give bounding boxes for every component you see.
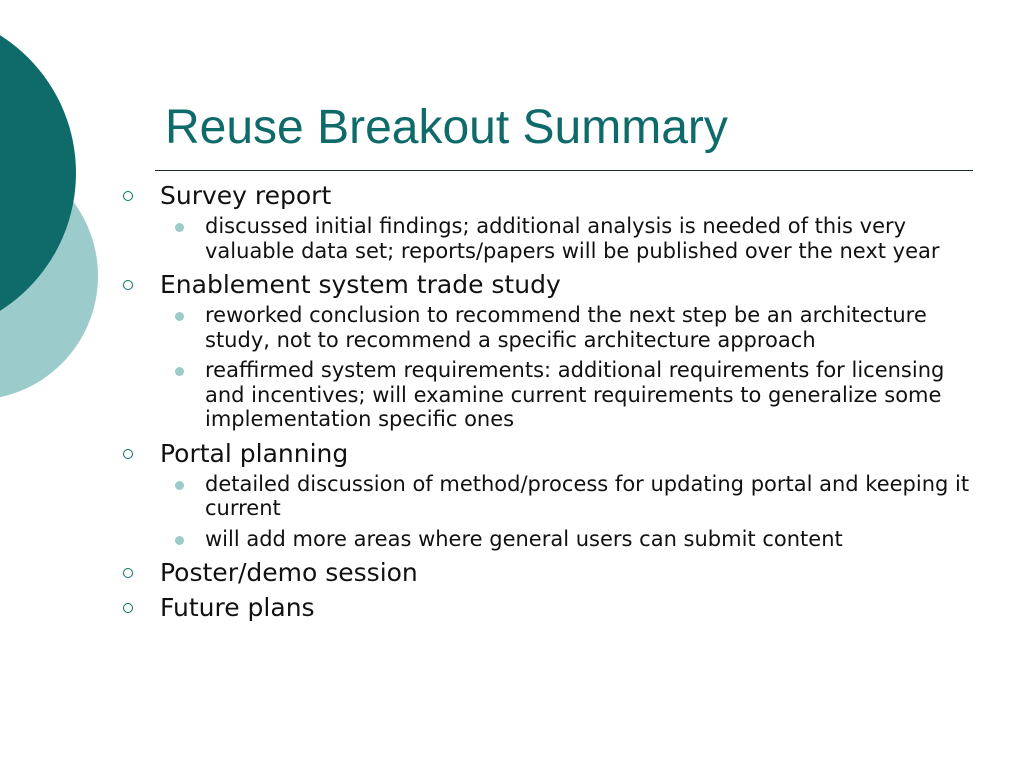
- sub-bullet-text: discussed initial findings; additional analysis is needed of this very valuable data set; reports/papers will be published over the next year: [205, 214, 940, 263]
- filled-circle-icon: [175, 536, 184, 545]
- sub-bullet-item: [118, 527, 998, 552]
- sub-bullet-item: [118, 358, 998, 432]
- bullet-item-survey-report: [118, 180, 998, 212]
- sub-bullet-item: [118, 303, 998, 352]
- bullet-item-future-plans: [118, 592, 998, 624]
- sub-bullet-item: [118, 472, 998, 521]
- sub-bullet-list: [118, 303, 998, 432]
- bullet-item-enablement-trade-study: [118, 269, 998, 301]
- bullet-label: Enablement system trade study: [160, 270, 561, 299]
- hollow-circle-icon: [123, 280, 133, 290]
- hollow-circle-icon: [123, 603, 133, 613]
- filled-circle-icon: [175, 481, 184, 490]
- bullet-label: Poster/demo session: [160, 558, 418, 587]
- bullet-item-poster-demo-session: [118, 557, 998, 589]
- hollow-circle-icon: [123, 191, 133, 201]
- sub-bullet-text: reworked conclusion to recommend the next step be an architecture study, not to recommend a specific architecture approach: [205, 303, 927, 352]
- filled-circle-icon: [175, 367, 184, 376]
- sub-bullet-text: reaffirmed system requirements: additional requirements for licensing and incentives; will examine current requirements to generalize some implementation specific ones: [205, 358, 945, 431]
- hollow-circle-icon: [123, 568, 133, 578]
- sub-bullet-text: detailed discussion of method/process for updating portal and keeping it current: [205, 471, 970, 520]
- bullet-item-portal-planning: [118, 438, 998, 470]
- sub-bullet-text: will add more areas where general users can submit content: [205, 526, 843, 551]
- filled-circle-icon: [175, 312, 184, 321]
- filled-circle-icon: [175, 223, 184, 232]
- sub-bullet-list: [118, 472, 998, 552]
- sub-bullet-list: [118, 214, 998, 263]
- hollow-circle-icon: [123, 449, 133, 459]
- bullet-label: Future plans: [160, 593, 315, 622]
- title-divider: [155, 170, 973, 171]
- bullet-label: Portal planning: [160, 438, 349, 468]
- bullet-label: Survey report: [160, 181, 332, 210]
- sub-bullet-item: [118, 214, 998, 263]
- slide-title: Reuse Breakout Summary: [165, 101, 728, 154]
- bullet-list: [118, 180, 998, 624]
